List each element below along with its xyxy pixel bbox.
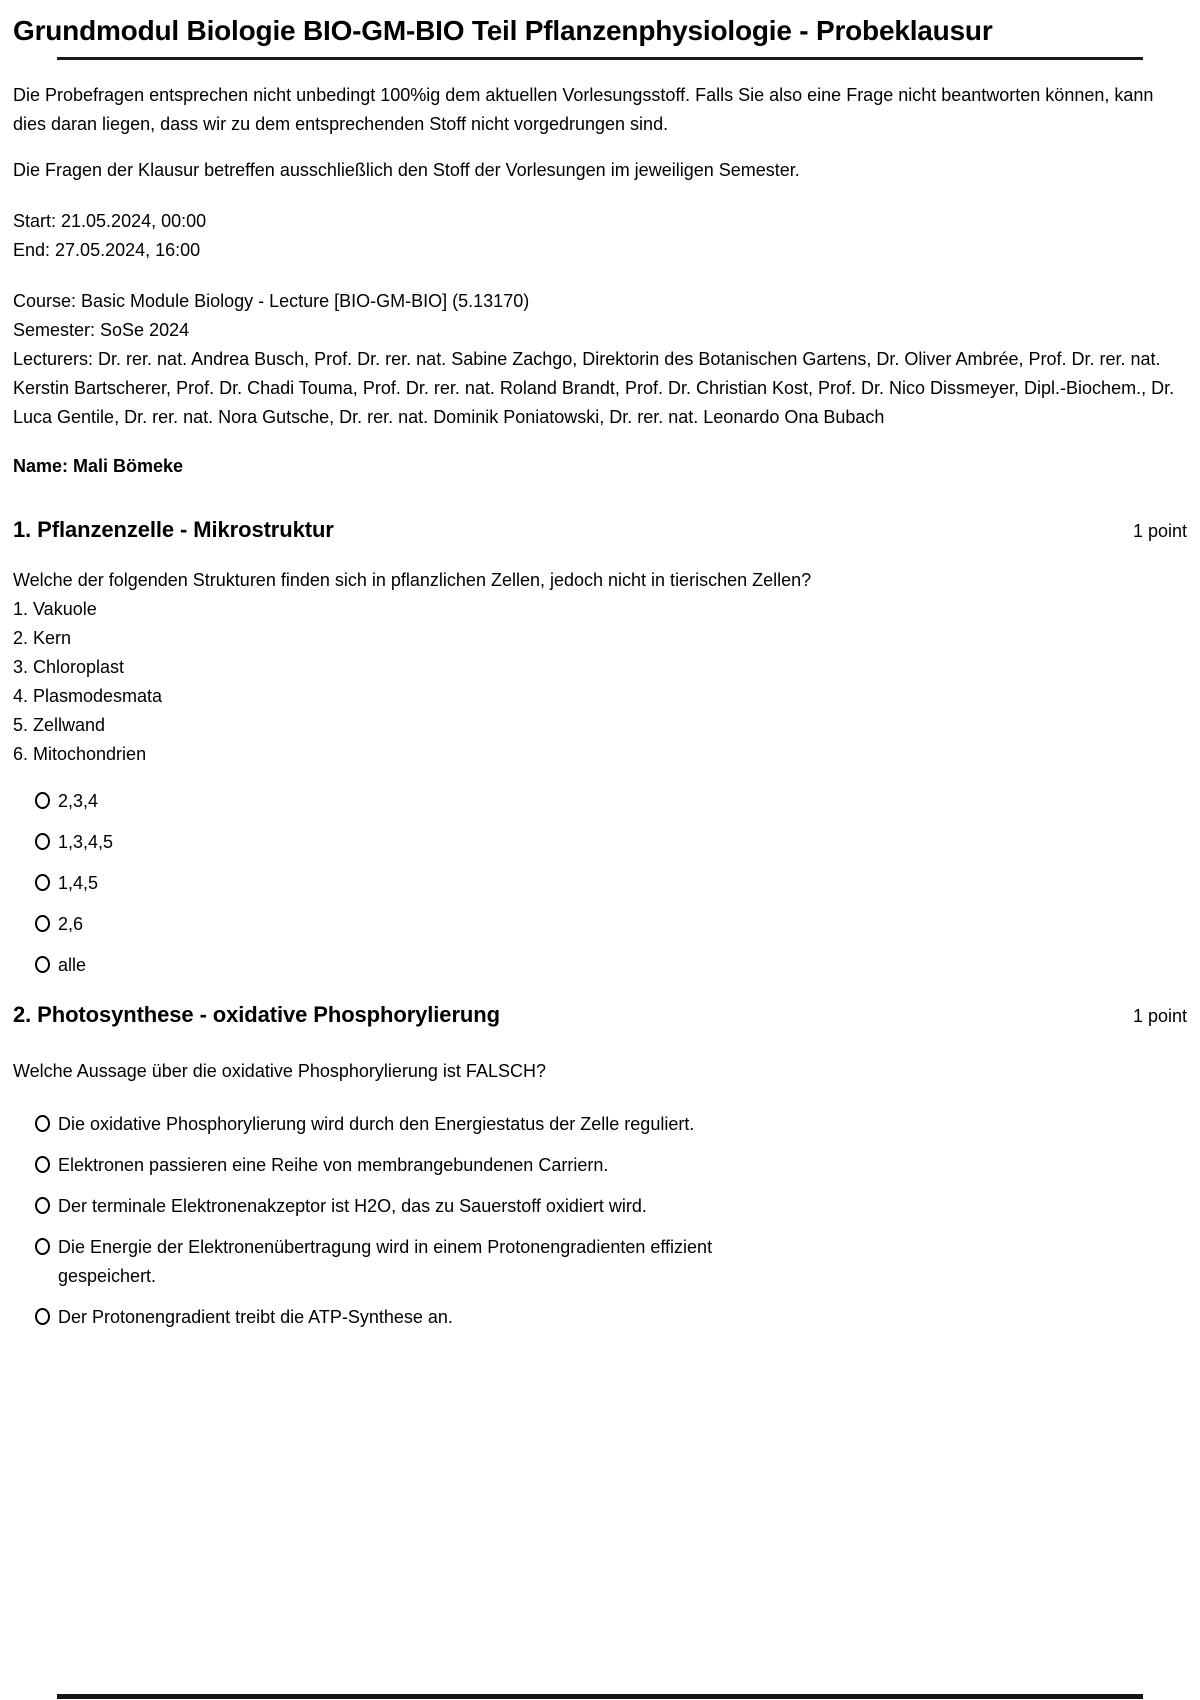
radio-option[interactable]: Elektronen passieren eine Reihe von membrangebundenen Carriern. [13,1151,1187,1180]
radio-unchecked-icon[interactable] [35,1156,50,1173]
question-1-list-item: 6. Mitochondrien [13,744,147,764]
radio-unchecked-icon[interactable] [35,1197,50,1214]
end-date-line: End: 27.05.2024, 16:00 [13,240,201,260]
question-2 [13,1002,1187,1332]
radio-option[interactable]: 2,6 [13,910,1187,939]
question-1-body [13,566,1187,769]
radio-unchecked-icon[interactable] [35,1308,50,1325]
question-2-title: 2. Photosynthese - oxidative Phosphorylierung [13,1002,500,1027]
radio-option[interactable]: alle [13,951,1187,980]
radio-unchecked-icon[interactable] [35,915,50,932]
radio-unchecked-icon[interactable] [35,833,50,850]
radio-unchecked-icon[interactable] [35,956,50,973]
course-line: Course: Basic Module Biology - Lecture [BIO-GM-BIO] (5.13170) [13,291,530,311]
radio-unchecked-icon[interactable] [35,1115,50,1132]
exam-schedule [13,207,1187,265]
next-section-divider [57,1694,1143,1699]
question-1-list-item: 1. Vakuole [13,599,97,619]
page-title: Grundmodul Biologie BIO-GM-BIO Teil Pflanzenphysiologie - Probeklausur [13,15,993,46]
radio-unchecked-icon[interactable] [35,874,50,891]
radio-unchecked-icon[interactable] [35,792,50,809]
question-1-list-item: 3. Chloroplast [13,657,125,677]
intro-paragraph-1: Die Probefragen entsprechen nicht unbedingt 100%ig dem aktuellen Vorlesungsstoff. Falls Sie also eine Frage nicht beantworten können, kann dies daran liegen, dass wir zu dem entsprechenden Stoff nicht vorgedrungen sind. [13,85,1154,134]
title-divider [57,57,1143,60]
semester-line: Semester: SoSe 2024 [13,320,190,340]
radio-option[interactable]: Der Protonengradient treibt die ATP-Synthese an. [13,1303,1187,1332]
student-name: Name: Mali Bömeke [13,456,184,476]
question-1-options [13,787,1187,980]
question-2-body [13,1057,1187,1086]
question-1-title: 1. Pflanzenzelle - Mikrostruktur [13,517,334,542]
question-1-prompt: Welche der folgenden Strukturen finden sich in pflanzlichen Zellen, jedoch nicht in tierischen Zellen? [13,570,812,590]
course-info [13,287,1187,432]
question-1-header [13,517,1187,544]
intro-paragraph-2: Die Fragen der Klausur betreffen ausschließlich den Stoff der Vorlesungen im jeweiligen Semester. [13,160,800,180]
question-1-list-item: 5. Zellwand [13,715,106,735]
radio-option[interactable]: 2,3,4 [13,787,1187,816]
question-2-options [13,1110,1187,1332]
question-1 [13,517,1187,980]
question-1-points: 1 point [1132,521,1187,541]
radio-option[interactable]: 1,3,4,5 [13,828,1187,857]
question-2-points: 1 point [1132,1006,1187,1026]
radio-option[interactable]: 1,4,5 [13,869,1187,898]
lecturers-line: Lecturers: Dr. rer. nat. Andrea Busch, Prof. Dr. rer. nat. Sabine Zachgo, Direktorin des Botanischen Gartens, Dr. Oliver Ambrée, Prof. Dr. rer. nat. Kerstin Bartscherer, Prof. Dr. Chadi Touma, Prof. Dr. rer. nat. Roland Brandt, Prof. Dr. Christian Kost, Prof. Dr. Nico Dissmeyer, Dipl.-Biochem., Dr. Luca Gentile, Dr. rer. nat. Nora Gutsche, Dr. rer. nat. Dominik Poniatowski, Dr. rer. nat. Leonardo Ona Bubach [13,349,1175,427]
question-1-list-item: 4. Plasmodesmata [13,686,163,706]
radio-unchecked-icon[interactable] [35,1238,50,1255]
radio-option[interactable]: Die oxidative Phosphorylierung wird durch den Energiestatus der Zelle reguliert. [13,1110,1187,1139]
radio-option[interactable]: Die Energie der Elektronenübertragung wird in einem Protonengradienten effizient gespeichert. [13,1233,1187,1291]
question-1-list-item: 2. Kern [13,628,72,648]
radio-option[interactable]: Der terminale Elektronenakzeptor ist H2O, das zu Sauerstoff oxidiert wird. [13,1192,1187,1221]
question-2-prompt: Welche Aussage über die oxidative Phosphorylierung ist FALSCH? [13,1061,546,1081]
question-2-header [13,1002,1187,1029]
start-date-line: Start: 21.05.2024, 00:00 [13,211,207,231]
